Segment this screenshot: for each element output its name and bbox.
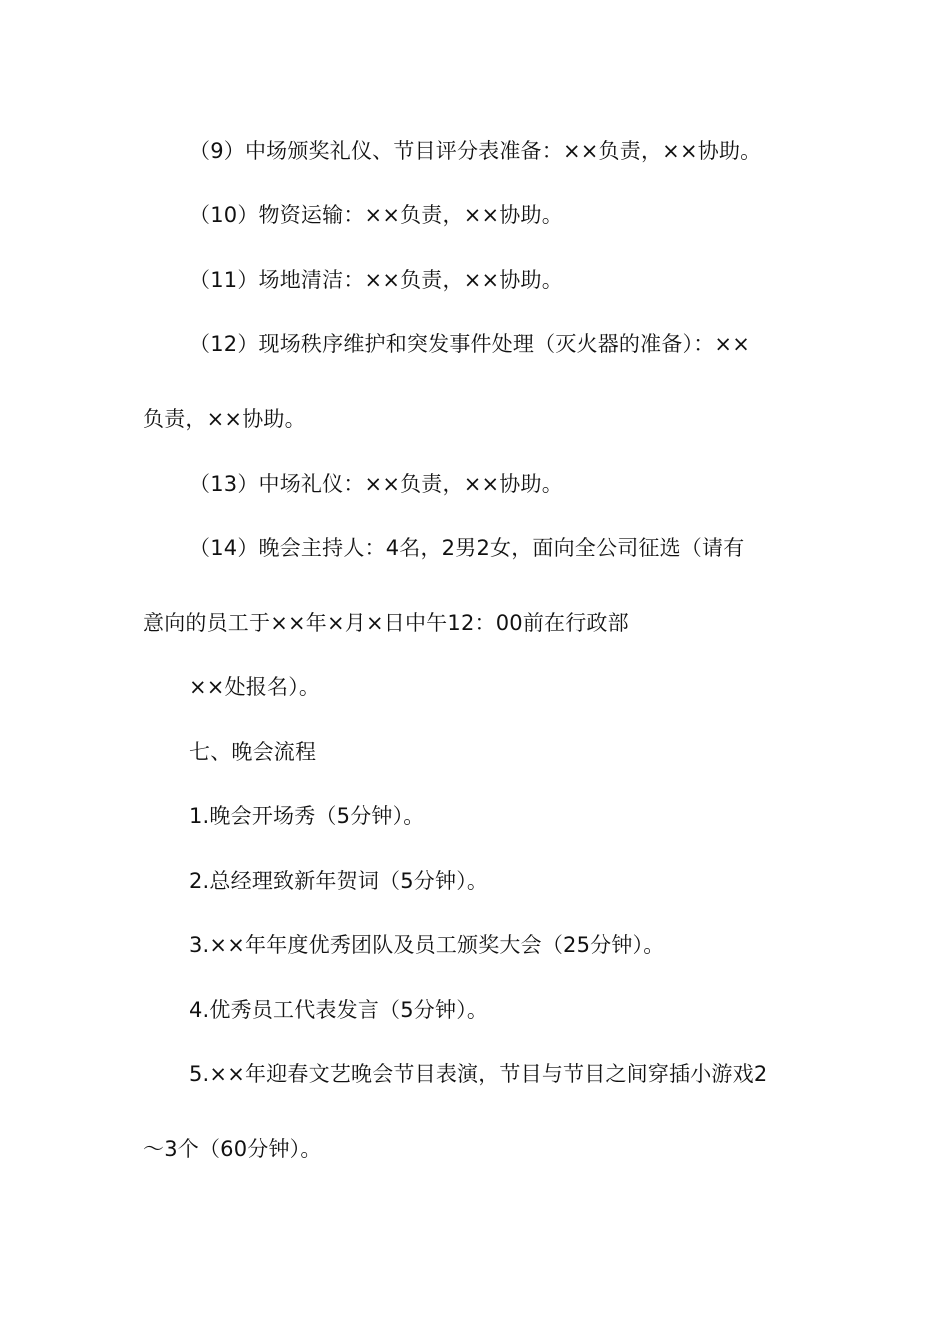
item-10-line: （10）物资运输：××负责，××协助。 bbox=[189, 203, 563, 227]
item-11-line: （11）场地清洁：××负责，××协助。 bbox=[189, 268, 563, 292]
item-14-continuation: 意向的员工于××年×月×日中午12：00前在行政部 bbox=[143, 611, 629, 635]
flow-item-5: 5.××年迎春文艺晚会节目表演，节目与节目之间穿插小游戏2 bbox=[189, 1062, 768, 1086]
section-heading: 七、晚会流程 bbox=[189, 740, 317, 764]
flow-item-3: 3.××年年度优秀团队及员工颁奖大会（25分钟）。 bbox=[189, 933, 665, 957]
item-9-line: （9）中场颁奖礼仪、节目评分表准备：××负责，××协助。 bbox=[189, 139, 762, 163]
flow-item-5-continuation: ～3个（60分钟）。 bbox=[143, 1137, 322, 1161]
item-13-line: （13）中场礼仪：××负责，××协助。 bbox=[189, 472, 563, 496]
item-12-continuation: 负责，××协助。 bbox=[143, 407, 306, 431]
flow-item-1: 1.晚会开场秀（5分钟）。 bbox=[189, 804, 425, 828]
item-14-continuation-2: ××处报名）。 bbox=[189, 675, 321, 699]
item-12-line: （12）现场秩序维护和突发事件处理（灭火器的准备）：×× bbox=[189, 332, 751, 356]
flow-item-4: 4.优秀员工代表发言（5分钟）。 bbox=[189, 998, 489, 1022]
flow-item-2: 2.总经理致新年贺词（5分钟）。 bbox=[189, 869, 489, 893]
item-14-line: （14）晚会主持人：4名，2男2女，面向全公司征选（请有 bbox=[189, 536, 745, 560]
